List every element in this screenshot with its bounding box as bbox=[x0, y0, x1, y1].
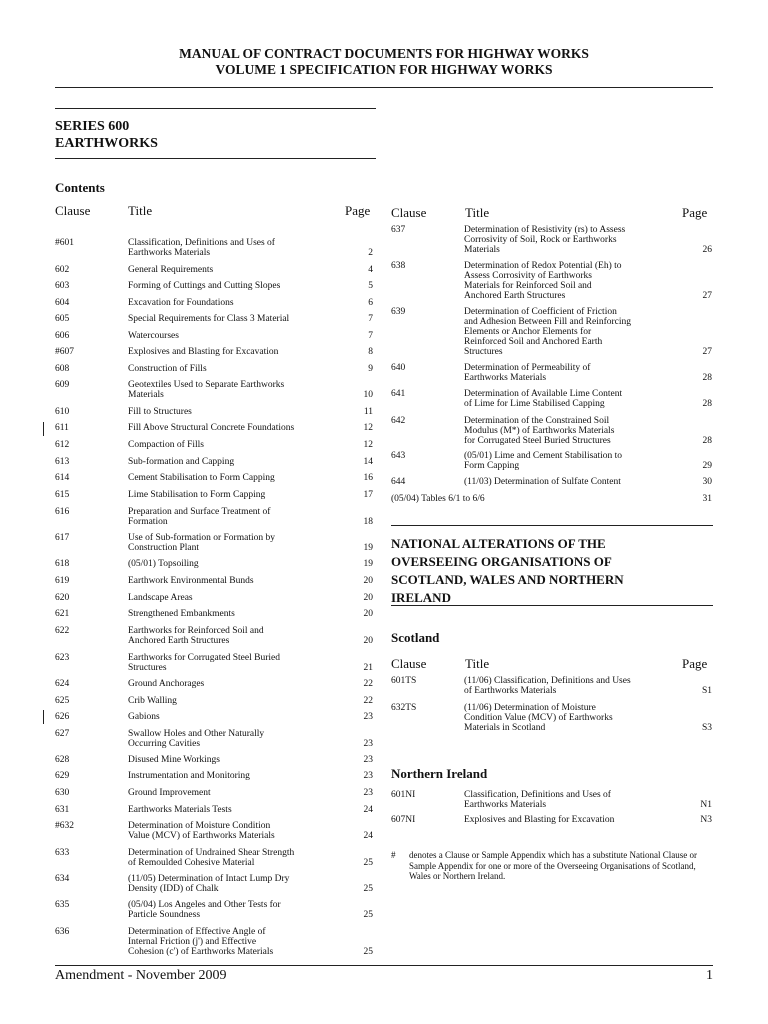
clause-title: (11/03) Determination of Sulfate Content bbox=[464, 477, 621, 487]
clause-number: 632TS bbox=[391, 703, 417, 713]
page-ref: 12 bbox=[363, 440, 373, 450]
clause-title: Instrumentation and Monitoring bbox=[128, 771, 250, 781]
clause-number: (05/04) Tables 6/1 to 6/6 bbox=[391, 494, 485, 504]
page-ref: 20 bbox=[363, 636, 373, 646]
clause-title: Special Requirements for Class 3 Material bbox=[128, 314, 290, 324]
scotland-page-header: Page bbox=[682, 656, 708, 671]
series-number: SERIES 600 bbox=[55, 119, 130, 134]
clause-number: 621 bbox=[55, 609, 70, 619]
clause-title: Use of Sub-formation or Formation by Construction Plant bbox=[128, 533, 275, 553]
national-top-rule bbox=[391, 525, 713, 526]
clause-title: Earthworks for Reinforced Soil and Anchored Earth Structures bbox=[128, 626, 264, 646]
clause-number: 601NI bbox=[391, 790, 416, 800]
scotland-title-header: Title bbox=[465, 656, 490, 671]
clause-title: Fill to Structures bbox=[128, 407, 192, 417]
page-ref: 6 bbox=[368, 298, 373, 308]
page-ref: 25 bbox=[363, 910, 373, 920]
header-line-1: MANUAL OF CONTRACT DOCUMENTS FOR HIGHWAY WORKS bbox=[179, 46, 589, 61]
footnote-mark: # bbox=[391, 850, 396, 860]
page-ref: 23 bbox=[363, 771, 373, 781]
clause-number: 614 bbox=[55, 473, 70, 483]
clause-title: Lime Stabilisation to Form Capping bbox=[128, 490, 266, 500]
page-ref: 18 bbox=[363, 517, 373, 527]
clause-number: 635 bbox=[55, 900, 70, 910]
northern-ireland-heading: Northern Ireland bbox=[391, 766, 488, 781]
clause-number: 628 bbox=[55, 755, 70, 765]
clause-title: Earthworks for Corrugated Steel Buried Structures bbox=[128, 653, 280, 673]
footer-amendment: Amendment - November 2009 bbox=[55, 968, 227, 983]
clause-title: Determination of Permeability of Earthworks Materials bbox=[464, 363, 591, 383]
page-ref: 2 bbox=[368, 248, 373, 258]
scotland-clause-header: Clause bbox=[391, 656, 427, 671]
page-ref: 10 bbox=[363, 390, 373, 400]
footer-rule bbox=[55, 965, 713, 966]
page-ref: 19 bbox=[363, 543, 373, 553]
page-ref: 28 bbox=[702, 373, 712, 383]
clause-title: Geotextiles Used to Separate Earthworks Materials bbox=[128, 380, 285, 400]
clause-number: #601 bbox=[55, 238, 74, 248]
page-ref: 8 bbox=[368, 347, 373, 357]
page-ref: 19 bbox=[363, 559, 373, 569]
clause-title: Preparation and Surface Treatment of Formation bbox=[128, 507, 271, 527]
series-name: EARTHWORKS bbox=[55, 136, 158, 151]
clause-title: (05/01) Lime and Cement Stabilisation to Form Capping bbox=[464, 451, 623, 471]
clause-number: 627 bbox=[55, 729, 70, 739]
clause-number: 602 bbox=[55, 265, 70, 275]
clause-title: Landscape Areas bbox=[128, 593, 193, 603]
left-page-header: Page bbox=[345, 203, 371, 218]
national-heading-line: OVERSEEING ORGANISATIONS OF bbox=[391, 554, 612, 569]
clause-title: (11/06) Classification, Definitions and Uses of Earthworks Materials bbox=[464, 676, 631, 696]
page-ref: 28 bbox=[702, 436, 712, 446]
clause-title: Disused Mine Workings bbox=[128, 755, 220, 765]
national-heading-line: SCOTLAND, WALES AND NORTHERN bbox=[391, 572, 624, 587]
clause-title: Forming of Cuttings and Cutting Slopes bbox=[128, 281, 281, 291]
clause-title: Determination of Available Lime Content of Lime for Lime Stabilised Capping bbox=[464, 389, 623, 409]
clause-title: Explosives and Blasting for Excavation bbox=[464, 815, 615, 825]
page-ref: 9 bbox=[368, 364, 373, 374]
page-ref: 20 bbox=[363, 609, 373, 619]
page-ref: 31 bbox=[702, 494, 712, 504]
page-ref: N1 bbox=[700, 800, 712, 810]
clause-title: Gabions bbox=[128, 712, 160, 722]
clause-title: (11/05) Determination of Intact Lump Dry Density (IDD) of Chalk bbox=[128, 874, 290, 894]
clause-number: 601TS bbox=[391, 676, 417, 686]
clause-number: 641 bbox=[391, 389, 406, 399]
national-heading-line: IRELAND bbox=[391, 590, 451, 605]
right-clause-header: Clause bbox=[391, 205, 427, 220]
clause-number: 613 bbox=[55, 457, 70, 467]
clause-number: 622 bbox=[55, 626, 70, 636]
page-ref: N3 bbox=[700, 815, 712, 825]
clause-title: Classification, Definitions and Uses of Earthworks Materials bbox=[464, 790, 611, 810]
clause-number: 629 bbox=[55, 771, 70, 781]
clause-number: #607 bbox=[55, 347, 74, 357]
left-clause-header: Clause bbox=[55, 203, 91, 218]
clause-title: Earthwork Environmental Bunds bbox=[128, 576, 254, 586]
clause-number: 615 bbox=[55, 490, 70, 500]
contents-heading: Contents bbox=[55, 180, 105, 195]
page-ref: 23 bbox=[363, 712, 373, 722]
clause-title: Explosives and Blasting for Excavation bbox=[128, 347, 279, 357]
page-ref: 29 bbox=[702, 461, 712, 471]
clause-title: (11/06) Determination of Moisture Condition Value (MCV) of Earthworks Materials in Scotland bbox=[464, 703, 613, 733]
national-alterations-heading bbox=[391, 535, 711, 607]
clause-title: Ground Anchorages bbox=[128, 679, 205, 689]
clause-number: 609 bbox=[55, 380, 70, 390]
page-ref: 23 bbox=[363, 755, 373, 765]
page-ref: 25 bbox=[363, 947, 373, 957]
clause-number: #632 bbox=[55, 821, 74, 831]
change-bar bbox=[43, 710, 44, 724]
national-heading-line: NATIONAL ALTERATIONS OF THE bbox=[391, 536, 606, 551]
clause-number: 624 bbox=[55, 679, 70, 689]
clause-title: Sub-formation and Capping bbox=[128, 457, 235, 467]
series-title bbox=[55, 118, 158, 152]
page-ref: 20 bbox=[363, 576, 373, 586]
clause-number: 643 bbox=[391, 451, 406, 461]
page-ref: 27 bbox=[702, 291, 712, 301]
clause-title: Watercourses bbox=[128, 331, 179, 341]
scotland-heading: Scotland bbox=[391, 630, 440, 645]
page-ref: 26 bbox=[702, 245, 712, 255]
clause-number: 640 bbox=[391, 363, 406, 373]
document-header bbox=[0, 46, 768, 78]
clause-number: 626 bbox=[55, 712, 70, 722]
page-ref: 17 bbox=[363, 490, 373, 500]
clause-title: Earthworks Materials Tests bbox=[128, 805, 232, 815]
clause-number: 623 bbox=[55, 653, 70, 663]
clause-title: Classification, Definitions and Uses of Earthworks Materials bbox=[128, 238, 275, 258]
clause-title: Determination of the Constrained Soil Modulus (M*) of Earthworks Materials for Corrugated Steel Buried Structures bbox=[464, 416, 615, 446]
clause-number: 605 bbox=[55, 314, 70, 324]
clause-title: Strengthened Embankments bbox=[128, 609, 235, 619]
series-top-rule bbox=[55, 108, 376, 109]
clause-number: 639 bbox=[391, 307, 406, 317]
clause-number: 606 bbox=[55, 331, 70, 341]
page-ref: 25 bbox=[363, 884, 373, 894]
page-ref: 7 bbox=[368, 331, 373, 341]
clause-number: 631 bbox=[55, 805, 70, 815]
clause-number: 608 bbox=[55, 364, 70, 374]
page-ref: 24 bbox=[363, 831, 373, 841]
clause-number: 634 bbox=[55, 874, 70, 884]
clause-title: Determination of Coefficient of Friction and Adhesion Between Fill and Reinforcing Elements or Anchor Elements for Reinforced Soil and Anchored Earth Structures bbox=[464, 307, 632, 357]
national-bottom-rule bbox=[391, 605, 713, 606]
clause-title: Excavation for Foundations bbox=[128, 298, 234, 308]
page-number: 1 bbox=[706, 968, 713, 983]
clause-number: 611 bbox=[55, 423, 69, 433]
clause-title: Crib Walling bbox=[128, 696, 177, 706]
clause-title: Fill Above Structural Concrete Foundations bbox=[128, 423, 295, 433]
page-ref: 28 bbox=[702, 399, 712, 409]
clause-number: 637 bbox=[391, 225, 406, 235]
clause-title: (05/04) Los Angeles and Other Tests for Particle Soundness bbox=[128, 900, 281, 920]
clause-number: 633 bbox=[55, 848, 70, 858]
clause-title: General Requirements bbox=[128, 265, 214, 275]
clause-title: Ground Improvement bbox=[128, 788, 211, 798]
page-ref: 24 bbox=[363, 805, 373, 815]
clause-title: Determination of Redox Potential (Eh) to Assess Corrosivity of Earthworks Materials for Reinforced Soil and Anchored Earth Structures bbox=[464, 261, 622, 301]
page-ref: 20 bbox=[363, 593, 373, 603]
clause-number: 604 bbox=[55, 298, 70, 308]
clause-number: 610 bbox=[55, 407, 70, 417]
clause-number: 603 bbox=[55, 281, 70, 291]
page-ref: S1 bbox=[701, 686, 712, 696]
header-rule bbox=[55, 87, 713, 88]
page-ref: 7 bbox=[368, 314, 373, 324]
right-title-header: Title bbox=[465, 205, 490, 220]
clause-title: Determination of Resistivity (rs) to Assess Corrosivity of Soil, Rock or Earthworks Materials bbox=[464, 225, 626, 255]
clause-number: 612 bbox=[55, 440, 70, 450]
clause-title: Determination of Undrained Shear Strength of Remoulded Cohesive Material bbox=[128, 848, 295, 868]
clause-number: 644 bbox=[391, 477, 406, 487]
page-ref: 11 bbox=[363, 407, 373, 417]
clause-number: 620 bbox=[55, 593, 70, 603]
header-line-2: VOLUME 1 SPECIFICATION FOR HIGHWAY WORKS bbox=[215, 62, 553, 77]
clause-number: 642 bbox=[391, 416, 406, 426]
clause-title: Determination of Effective Angle of Internal Friction (j') and Effective Cohesion (c') of Earthworks Materials bbox=[128, 927, 274, 957]
change-bar bbox=[43, 422, 44, 436]
clause-title: Compaction of Fills bbox=[128, 440, 204, 450]
clause-number: 638 bbox=[391, 261, 406, 271]
series-bottom-rule bbox=[55, 158, 376, 159]
clause-number: 607NI bbox=[391, 815, 416, 825]
page-ref: 25 bbox=[363, 858, 373, 868]
clause-number: 618 bbox=[55, 559, 70, 569]
clause-title: Cement Stabilisation to Form Capping bbox=[128, 473, 275, 483]
page-ref: 27 bbox=[702, 347, 712, 357]
page-ref: 12 bbox=[363, 423, 373, 433]
footnote-text: denotes a Clause or Sample Appendix which has a substitute National Clause or Sample Appendix for one or more of the Overseeing Organisations of Scotland, Wales or Northern Ireland. bbox=[409, 850, 697, 881]
clause-title: Determination of Moisture Condition Value (MCV) of Earthworks Materials bbox=[128, 821, 275, 841]
page-ref: 16 bbox=[363, 473, 373, 483]
page-ref: 14 bbox=[363, 457, 373, 467]
page-ref: 4 bbox=[368, 265, 373, 275]
clause-number: 619 bbox=[55, 576, 70, 586]
clause-title: (05/01) Topsoiling bbox=[128, 559, 199, 569]
page-ref: 23 bbox=[363, 739, 373, 749]
page-ref: 5 bbox=[368, 281, 373, 291]
clause-title: Swallow Holes and Other Naturally Occurring Cavities bbox=[128, 729, 265, 749]
right-page-header: Page bbox=[682, 205, 708, 220]
page-ref: S3 bbox=[701, 723, 712, 733]
page-ref: 22 bbox=[363, 679, 373, 689]
page-ref: 21 bbox=[363, 663, 373, 673]
clause-number: 630 bbox=[55, 788, 70, 798]
page-ref: 23 bbox=[363, 788, 373, 798]
left-title-header: Title bbox=[128, 203, 153, 218]
clause-number: 636 bbox=[55, 927, 70, 937]
clause-number: 616 bbox=[55, 507, 70, 517]
clause-number: 625 bbox=[55, 696, 70, 706]
page-ref: 22 bbox=[363, 696, 373, 706]
page-ref: 30 bbox=[702, 477, 712, 487]
clause-number: 617 bbox=[55, 533, 70, 543]
clause-title: Construction of Fills bbox=[128, 364, 207, 374]
